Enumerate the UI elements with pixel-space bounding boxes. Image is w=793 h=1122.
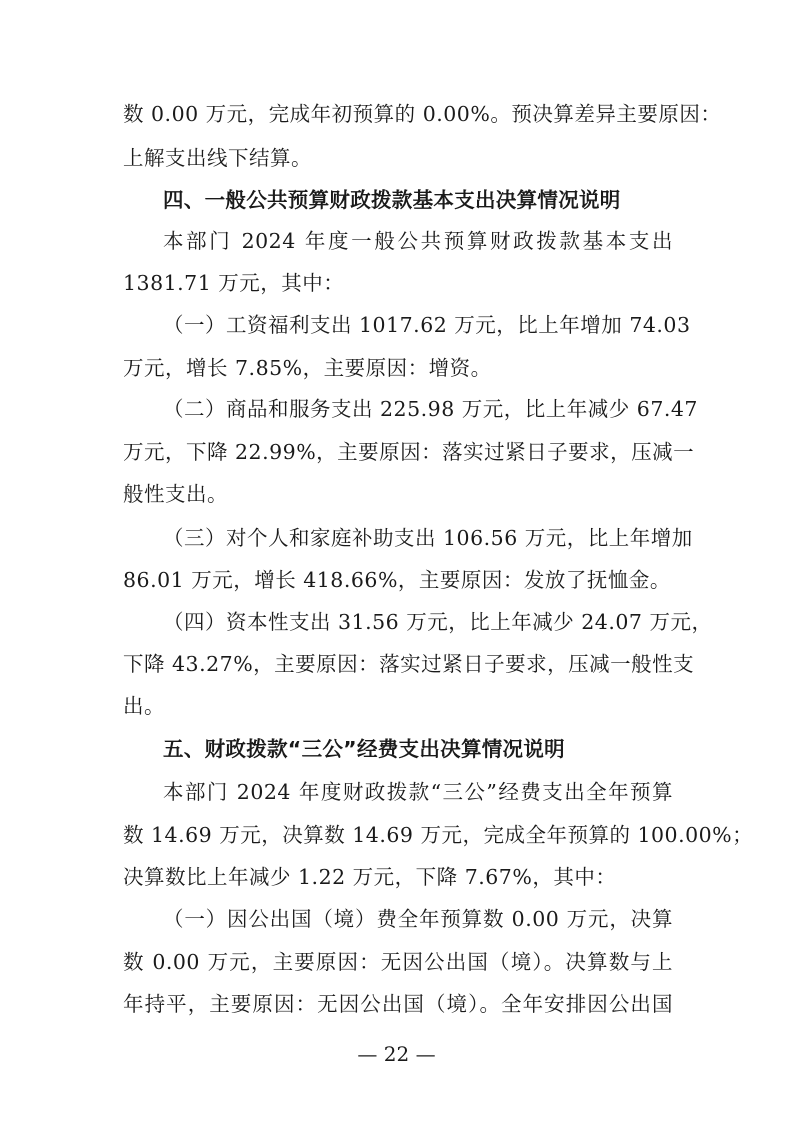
text-line: 出。: [123, 694, 165, 719]
text-line: （三）对个人和家庭补助支出 106.56 万元，比上年增加: [163, 525, 693, 550]
text-line: （二）商品和服务支出 225.98 万元，比上年减少 67.47: [163, 397, 698, 422]
text-line: （四）资本性支出 31.56 万元，比上年减少 24.07 万元，: [163, 610, 713, 635]
text-line: 万元，增长 7.85%，主要原因：增资。: [123, 356, 492, 381]
text-line: 本部门 2024 年度一般公共预算财政拨款基本支出: [163, 228, 673, 253]
text-line: 数 14.69 万元，决算数 14.69 万元，完成全年预算的 100.00%；: [123, 822, 754, 847]
text-line: 本部门 2024 年度财政拨款“三公”经费支出全年预算: [163, 779, 673, 804]
section-heading: 五、财政拨款“三公”经费支出决算情况说明: [163, 736, 565, 761]
text-line: 年持平，主要原因：无因公出国（境）。全年安排因公出国: [123, 992, 673, 1016]
text-line: 万元，下降 22.99%，主要原因：落实过紧日子要求，压减一: [123, 440, 695, 464]
text-line: 下降 43.27%，主要原因：落实过紧日子要求，压减一般性支: [123, 652, 695, 677]
text-line: 数 0.00 万元，完成年初预算的 0.00%。预决算差异主要原因：: [123, 102, 722, 126]
text-line: 决算数比上年减少 1.22 万元，下降 7.67%，其中：: [123, 864, 617, 889]
text-line: （一）工资福利支出 1017.62 万元，比上年增加 74.03: [163, 313, 691, 338]
page-number: — 22 —: [357, 1042, 436, 1066]
text-line: 般性支出。: [123, 481, 228, 506]
text-line: 1381.71 万元，其中：: [123, 270, 345, 295]
text-line: 上解支出线下结算。: [123, 145, 312, 170]
text-line: （一）因公出国（境）费全年预算数 0.00 万元，决算: [163, 907, 673, 932]
text-line: 数 0.00 万元，主要原因：无因公出国（境）。决算数与上: [123, 950, 673, 975]
text-line: 86.01 万元，增长 418.66%，主要原因：发放了抚恤金。: [123, 567, 671, 592]
section-heading: 四、一般公共预算财政拨款基本支出决算情况说明: [163, 187, 621, 212]
